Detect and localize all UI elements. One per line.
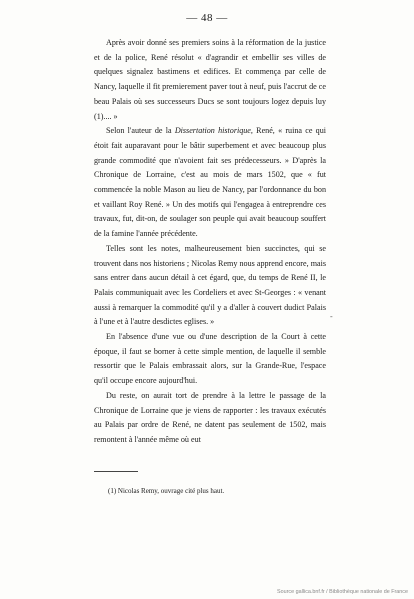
paragraph-text: , René, « ruina ce qui étoit fait auparavant pour le bâtir superbement et avec beaucoup plus grande commodité que n'avoient fait ses prédecesseurs. » D'après la Chronique de Lorraine, c'est au mois de mars 1502, que « fut commencée la noble Mason au lieu de Nancy, par l'ordonnance du bon et vaillant Roy René. » Un des motifs qui l'engagea à entreprendre ces travaux, fut, dit-on, de soulager son peuple qui avait beaucoup souffert de la famine l'année précédente. — [94, 126, 326, 239]
paragraph-text: Selon l'auteur de la — [106, 126, 175, 136]
paragraph: Du reste, on aurait tort de prendre à la lettre le passage de la Chronique de Lorraine que je viens de rapporter : les travaux exécutés au Palais par ordre de René, ne datent pas seulement de 1502, mais remontent à l'année même où eut — [94, 390, 326, 444]
page-number: — 48 — — [186, 12, 228, 24]
source-credit: Source gallica.bnf.fr / Bibliothèque nationale de France — [277, 589, 408, 595]
margin-mark: - — [330, 312, 333, 321]
paragraph: Après avoir donné ses premiers soins à la réformation de la justice et de la police, René résolut « d'agrandir et embellir ses villes de quelques signalez bastimens et edifices. Et commença par celle de Nancy, laquelle il fit premierement paver tout à neuf, puis l'accrut de ce beau Palais où ses successeurs Ducs se sont toujours logez depuis luy (1).... » — [94, 38, 326, 121]
paragraph: Telles sont les notes, malheureusement bien succinctes, qui se trouvent dans nos historiens ; Nicolas Remy nous apprend encore, mais sans entrer dans aucun détail à cet égard, que, du temps de René II, le Palais communiquait avec les Cordeliers et avec St-Georges : « venant aussi à remarquer la commodité qu'il y a d'aller à couvert dudict Palais à l'une et à l'autre desdictes eglises. » — [94, 243, 326, 327]
italic-title: Dissertation historique — [174, 126, 251, 136]
body-text — [94, 36, 326, 448]
footnote: (1) Nicolas Remy, ouvrage cité plus haut. — [108, 487, 225, 495]
paragraph — [94, 124, 326, 242]
footnote-separator — [94, 471, 138, 472]
paragraph: En l'absence d'une vue ou d'une description de la Court à cette époque, il faut se borner à cette simple mention, de laquelle il semble ressortir que le Palais embrassait alors, sur la Grande-Rue, l'espace qu'il occupe encore aujourd'hui. — [94, 332, 326, 386]
